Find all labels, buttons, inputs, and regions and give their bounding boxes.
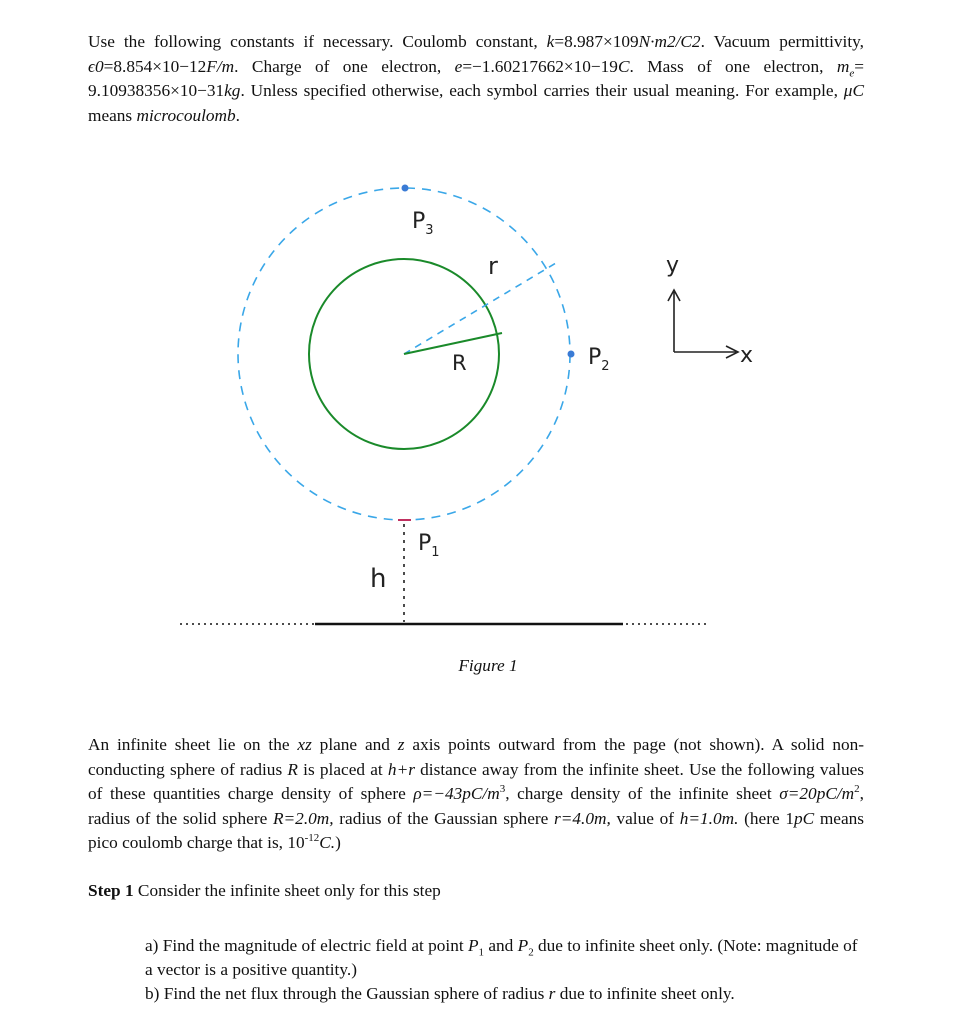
pc-unit: C. [319, 833, 336, 853]
h-value: h=1.0m. [679, 808, 739, 828]
sigma-exponent: 2 [854, 783, 860, 796]
question-b-text-2: due to infinite sheet only. [555, 984, 735, 1003]
problem-text-11: means pico coulomb charge that is, 10 [88, 808, 865, 853]
uc-symbol: μC [843, 81, 864, 101]
point-p3-dot [402, 185, 409, 192]
h-plus-r: h+r [387, 759, 415, 779]
problem-text-6: , charge density of the infinite sheet [505, 784, 780, 804]
question-a-text-3: due to infinite sheet only. (Note: magnitude of a vector is a positive quantity.) [145, 936, 858, 979]
figure-1-diagram [160, 170, 760, 670]
question-a-text-2: and [484, 936, 518, 955]
r-value: r=4.0m, [554, 808, 611, 828]
step-1-heading [88, 881, 441, 901]
step-1-label: Step 1 [88, 881, 134, 900]
point-p2-dot [568, 351, 575, 358]
label-x-axis: x [740, 343, 754, 368]
question-a-p2-sub: 2 [528, 946, 534, 959]
question-a-p1-sub: 1 [478, 946, 485, 959]
problem-text-2: plane and [311, 735, 398, 754]
label-R-big: R [452, 351, 467, 375]
R-value: R=2.0m, [272, 808, 334, 828]
e-value: =−1.60217662×10−19 [462, 56, 618, 76]
intro-text-1: Use the following constants if necessary. Coulomb constant, [88, 32, 547, 51]
m-subscript: e [849, 67, 855, 80]
k-value: =8.987×109 [554, 32, 639, 51]
label-h: h [370, 564, 387, 594]
figure-caption: Figure 1 [458, 656, 518, 675]
question-a-p2: P [517, 936, 529, 955]
label-p3: $P_3$ [412, 209, 434, 238]
question-b-r: r [548, 984, 556, 1003]
intro-text-7: . [235, 105, 240, 125]
label-y-axis: y [666, 253, 680, 278]
label-p1: $P_1$ [418, 531, 440, 560]
problem-text-1: An infinite sheet lie on the [88, 735, 298, 754]
z-axis-symbol: z [397, 735, 405, 754]
intro-text-2: . Vacuum permittivity, [700, 32, 864, 51]
label-p2: $P_2$ [588, 345, 610, 374]
k-unit: N·m2/C2 [638, 32, 701, 51]
radius-r-line [404, 263, 556, 354]
m-unit: kg [224, 81, 241, 101]
rho-value: ρ=−43pC/m [413, 784, 500, 804]
problem-paragraph [88, 733, 864, 856]
intro-text-4: . Mass of one electron, [629, 56, 837, 76]
uc-word: microcoulomb [136, 105, 236, 125]
e-unit: C [617, 56, 630, 76]
problem-text-7: , radius of the solid sphere [88, 784, 864, 828]
problem-text-9: value of [610, 808, 680, 828]
R-symbol: R [287, 759, 298, 779]
problem-text-12: ) [335, 833, 341, 853]
pc-symbol: pC [793, 808, 815, 828]
step-1-text: Consider the infinite sheet only for this step [133, 881, 441, 900]
sigma-value: σ=20pC/m [779, 784, 855, 804]
problem-text-4: is placed at [297, 759, 388, 779]
question-a [145, 934, 869, 982]
question-a-p1: P [467, 936, 479, 955]
pc-exponent: -12 [304, 832, 320, 845]
question-a-text-1: a) Find the magnitude of electric field at point [145, 936, 468, 955]
problem-text-3: axis points outward from the page (not shown). A solid non-conducting sphere of radius [88, 735, 864, 779]
xz-plane: xz [297, 735, 312, 754]
k-symbol: k [546, 32, 555, 51]
constants-paragraph [88, 30, 864, 128]
m-value: = 9.10938356×10−31 [88, 56, 864, 101]
e-symbol: e [454, 56, 463, 76]
intro-text-3: . Charge of one electron, [234, 56, 455, 76]
label-r-small: r [488, 252, 498, 280]
problem-text-8: radius of the Gaussian sphere [333, 808, 554, 828]
problem-text-10: (here 1 [738, 808, 794, 828]
question-b [145, 982, 869, 1006]
intro-text-5: . Unless specified otherwise, each symbol carries their usual meaning. For example, [240, 81, 844, 101]
question-b-text-1: b) Find the net flux through the Gaussian sphere of radius [145, 984, 549, 1003]
rho-exponent: 3 [499, 783, 506, 796]
eps-value: =8.854×10−12 [103, 56, 207, 76]
eps-unit: F/m [206, 56, 235, 76]
intro-text-6: means [88, 105, 137, 125]
m-symbol: m [836, 56, 850, 76]
eps-symbol: ϵ0 [88, 56, 104, 76]
problem-text-5: distance away from the infinite sheet. Use the following values of these quantities charge density of sphere [88, 759, 864, 804]
